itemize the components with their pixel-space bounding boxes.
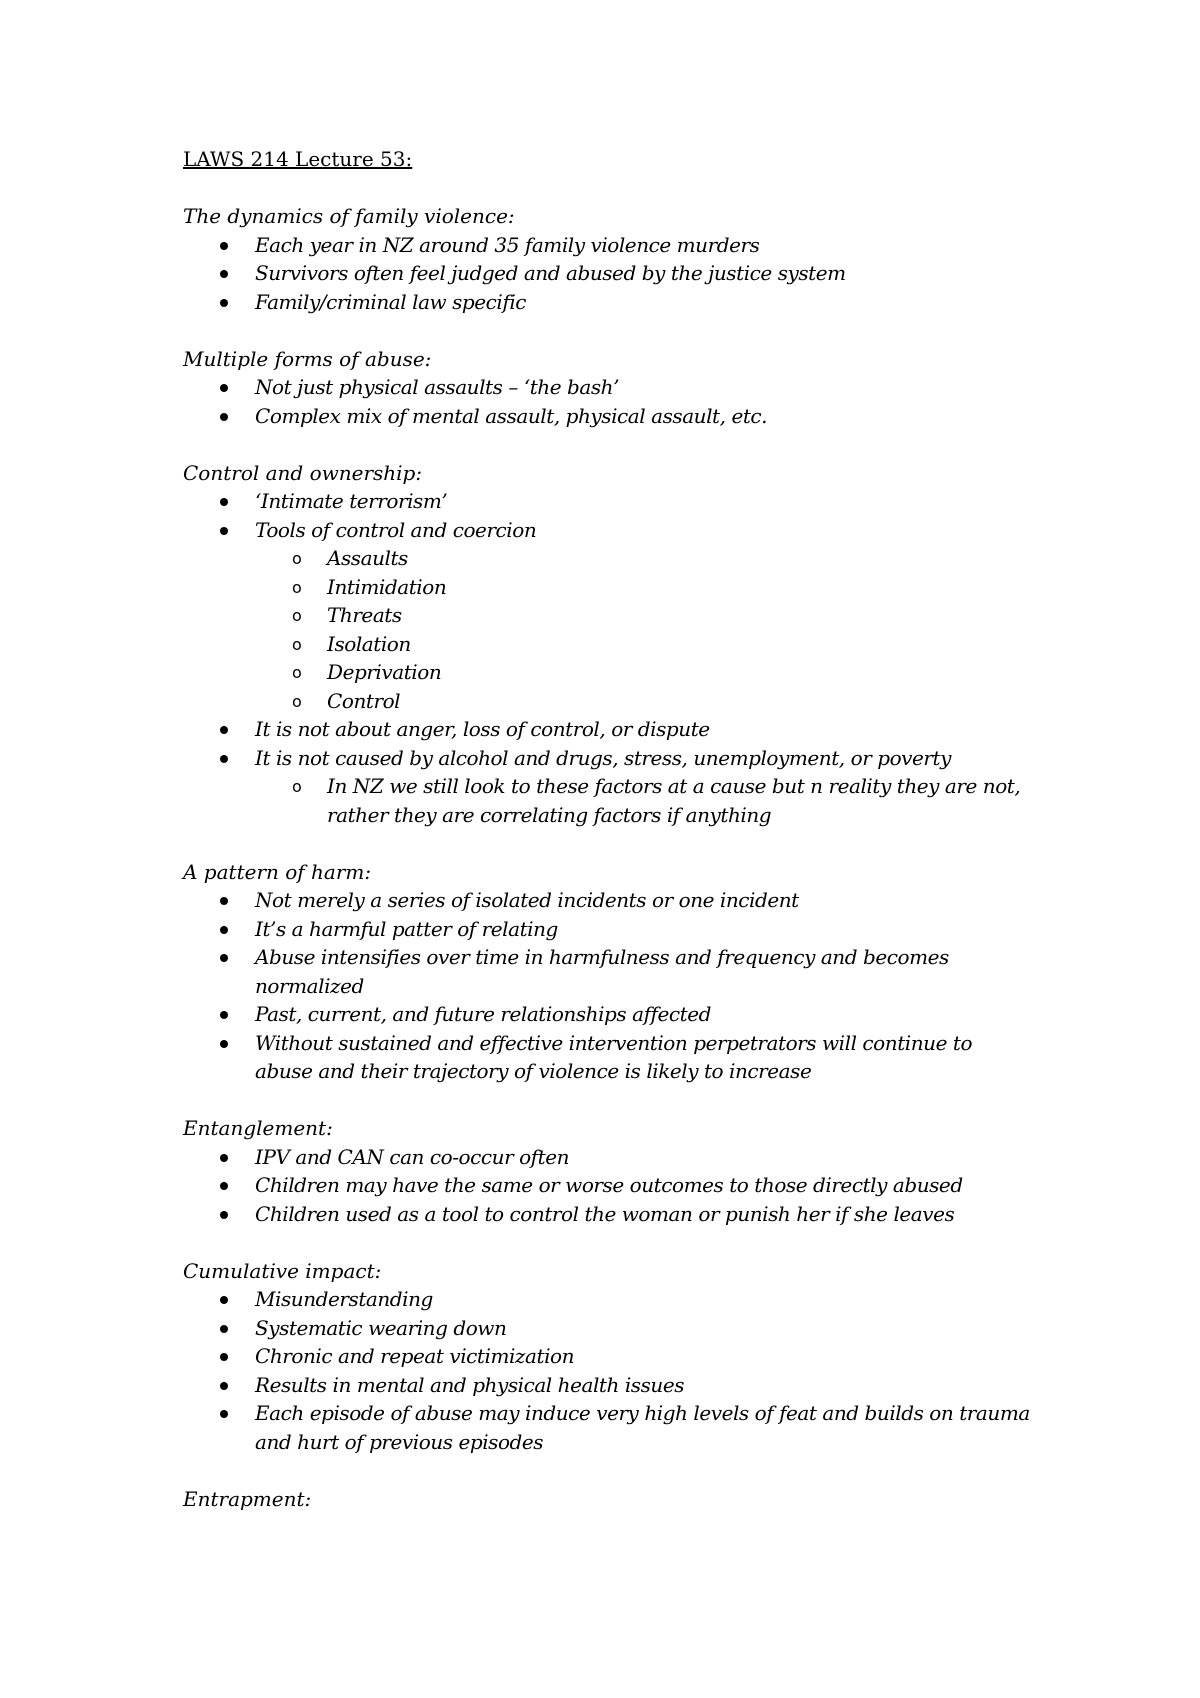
list-item-text: It is not about anger, loss of control, or dispute	[255, 717, 710, 741]
list-item	[183, 231, 1033, 260]
list-item	[183, 1314, 1033, 1343]
list-item-text: Complex mix of mental assault, physical assault, etc.	[255, 403, 768, 428]
bullet-icon	[220, 242, 228, 250]
bullet-icon	[220, 299, 228, 307]
bullet-icon	[220, 1182, 228, 1190]
section-multiple-forms	[183, 345, 1033, 431]
bullet-icon	[220, 954, 228, 962]
bullet-icon	[220, 1325, 228, 1333]
list-item-text: Children used as a tool to control the woman or punish her if she leaves	[255, 1201, 955, 1226]
circle-bullet-icon: o	[292, 577, 302, 597]
circle-bullet-icon: o	[292, 549, 302, 568]
bullet-icon	[220, 1296, 228, 1304]
sub-list-item	[255, 544, 1033, 573]
list-item	[183, 288, 1033, 317]
circle-bullet-icon: o	[292, 777, 302, 796]
bullet-icon	[220, 1154, 228, 1162]
section-heading: A pattern of harm:	[183, 859, 372, 884]
bullet-icon	[220, 1011, 228, 1019]
bullet-icon	[220, 755, 228, 763]
list-item-text: Survivors often feel judged and abused by the justice system	[255, 261, 846, 285]
document-body	[183, 145, 1033, 1513]
list-item	[183, 402, 1033, 431]
list-item-text: Each year in NZ around 35 family violence murders	[255, 232, 760, 257]
list-item	[183, 915, 1033, 944]
bullet-icon	[220, 498, 228, 506]
section-heading: The dynamics of family violence:	[183, 204, 515, 228]
bullet-icon	[220, 1382, 228, 1390]
bullet-icon	[220, 726, 228, 734]
sub-list	[255, 772, 1033, 829]
bullet-icon	[220, 270, 228, 278]
list-item-text: Each episode of abuse may induce very high levels of feat and builds on trauma and hurt of previous episodes	[255, 1401, 1030, 1454]
list-item	[183, 1171, 1033, 1200]
list-item-text: It’s a harmful patter of relating	[255, 916, 558, 941]
list-item-text: Systematic wearing down	[255, 1315, 507, 1340]
circle-bullet-icon: o	[292, 691, 302, 711]
sub-list-item	[255, 630, 1033, 659]
list-item-text: Family/criminal law specific	[255, 289, 527, 314]
list-item	[183, 886, 1033, 915]
bullet-list	[183, 886, 1033, 1086]
page-title: LAWS 214 Lecture 53:	[183, 147, 413, 171]
section-control-ownership	[183, 459, 1033, 830]
list-item	[183, 1200, 1033, 1229]
sub-list-item-text: In NZ we still look to these factors at a cause but n reality they are not, rather they are correlating factors if anything	[327, 774, 1021, 827]
list-item	[183, 259, 1033, 288]
sub-list-item	[255, 658, 1033, 687]
sub-list-item	[255, 601, 1033, 630]
circle-bullet-icon: o	[292, 634, 302, 654]
bullet-list	[183, 1143, 1033, 1229]
list-item	[183, 1285, 1033, 1314]
section-entanglement	[183, 1114, 1033, 1228]
section-dynamics	[183, 202, 1033, 316]
sub-list-item-text: Assaults	[327, 546, 408, 570]
circle-bullet-icon: o	[292, 663, 302, 682]
list-item	[183, 516, 1033, 716]
sub-list-item-text: Threats	[327, 603, 402, 627]
list-item	[183, 1143, 1033, 1172]
list-item-text: Tools of control and coercion	[255, 517, 537, 542]
list-item-text: Results in mental and physical health issues	[255, 1372, 685, 1397]
section-pattern-of-harm	[183, 858, 1033, 1086]
bullet-icon	[220, 1410, 228, 1418]
list-item	[183, 715, 1033, 744]
sub-list-item	[255, 573, 1033, 602]
list-item	[183, 373, 1033, 402]
list-item-text: Not just physical assaults – ‘the bash’	[255, 375, 620, 399]
section-heading: Multiple forms of abuse:	[183, 346, 432, 371]
sub-list-item-text: Intimidation	[327, 574, 447, 599]
list-item	[183, 1029, 1033, 1086]
bullet-list	[183, 373, 1033, 430]
section-heading: Cumulative impact:	[183, 1258, 382, 1283]
bullet-icon	[220, 1040, 228, 1048]
list-item	[183, 1399, 1033, 1456]
bullet-list	[183, 1285, 1033, 1456]
section-heading-entrapment: Entrapment:	[183, 1486, 312, 1511]
list-item	[183, 1342, 1033, 1371]
list-item-text: Misunderstanding	[255, 1287, 433, 1311]
list-item-text: Children may have the same or worse outcomes to those directly abused	[255, 1173, 963, 1197]
section-heading: Control and ownership:	[183, 460, 423, 485]
bullet-list	[183, 487, 1033, 829]
bullet-icon	[220, 384, 228, 392]
sub-list-item	[255, 772, 1033, 829]
list-item-text: It is not caused by alcohol and drugs, stress, unemployment, or poverty	[255, 745, 951, 770]
list-item-text: Not merely a series of isolated incidents or one incident	[255, 888, 799, 912]
list-item	[183, 1000, 1033, 1029]
sub-list-item-text: Deprivation	[327, 660, 442, 684]
bullet-icon	[220, 1353, 228, 1361]
circle-bullet-icon: o	[292, 606, 302, 625]
bullet-icon	[220, 413, 228, 421]
list-item	[183, 1371, 1033, 1400]
list-item	[183, 744, 1033, 830]
bullet-icon	[220, 926, 228, 934]
list-item-text: Past, current, and future relationships affected	[255, 1002, 711, 1026]
sub-list-item	[255, 687, 1033, 716]
bullet-list	[183, 231, 1033, 317]
section-heading: Entanglement:	[183, 1116, 333, 1140]
list-item	[183, 943, 1033, 1000]
section-cumulative-impact	[183, 1257, 1033, 1457]
list-item-text: Abuse intensifies over time in harmfulness and frequency and becomes normalized	[255, 945, 949, 998]
sub-list-item-text: Control	[327, 688, 401, 713]
list-item-text: Chronic and repeat victimization	[255, 1344, 575, 1368]
bullet-icon	[220, 1211, 228, 1219]
sub-list	[255, 544, 1033, 715]
list-item-text: ‘Intimate terrorism’	[255, 489, 448, 513]
list-item-text: Without sustained and effective intervention perpetrators will continue to abuse and their trajectory of violence is likely to increase	[255, 1030, 973, 1083]
bullet-icon	[220, 897, 228, 905]
sub-list-item-text: Isolation	[327, 631, 411, 656]
list-item	[183, 487, 1033, 516]
list-item-text: IPV and CAN can co-occur often	[255, 1144, 570, 1169]
bullet-icon	[220, 527, 228, 535]
